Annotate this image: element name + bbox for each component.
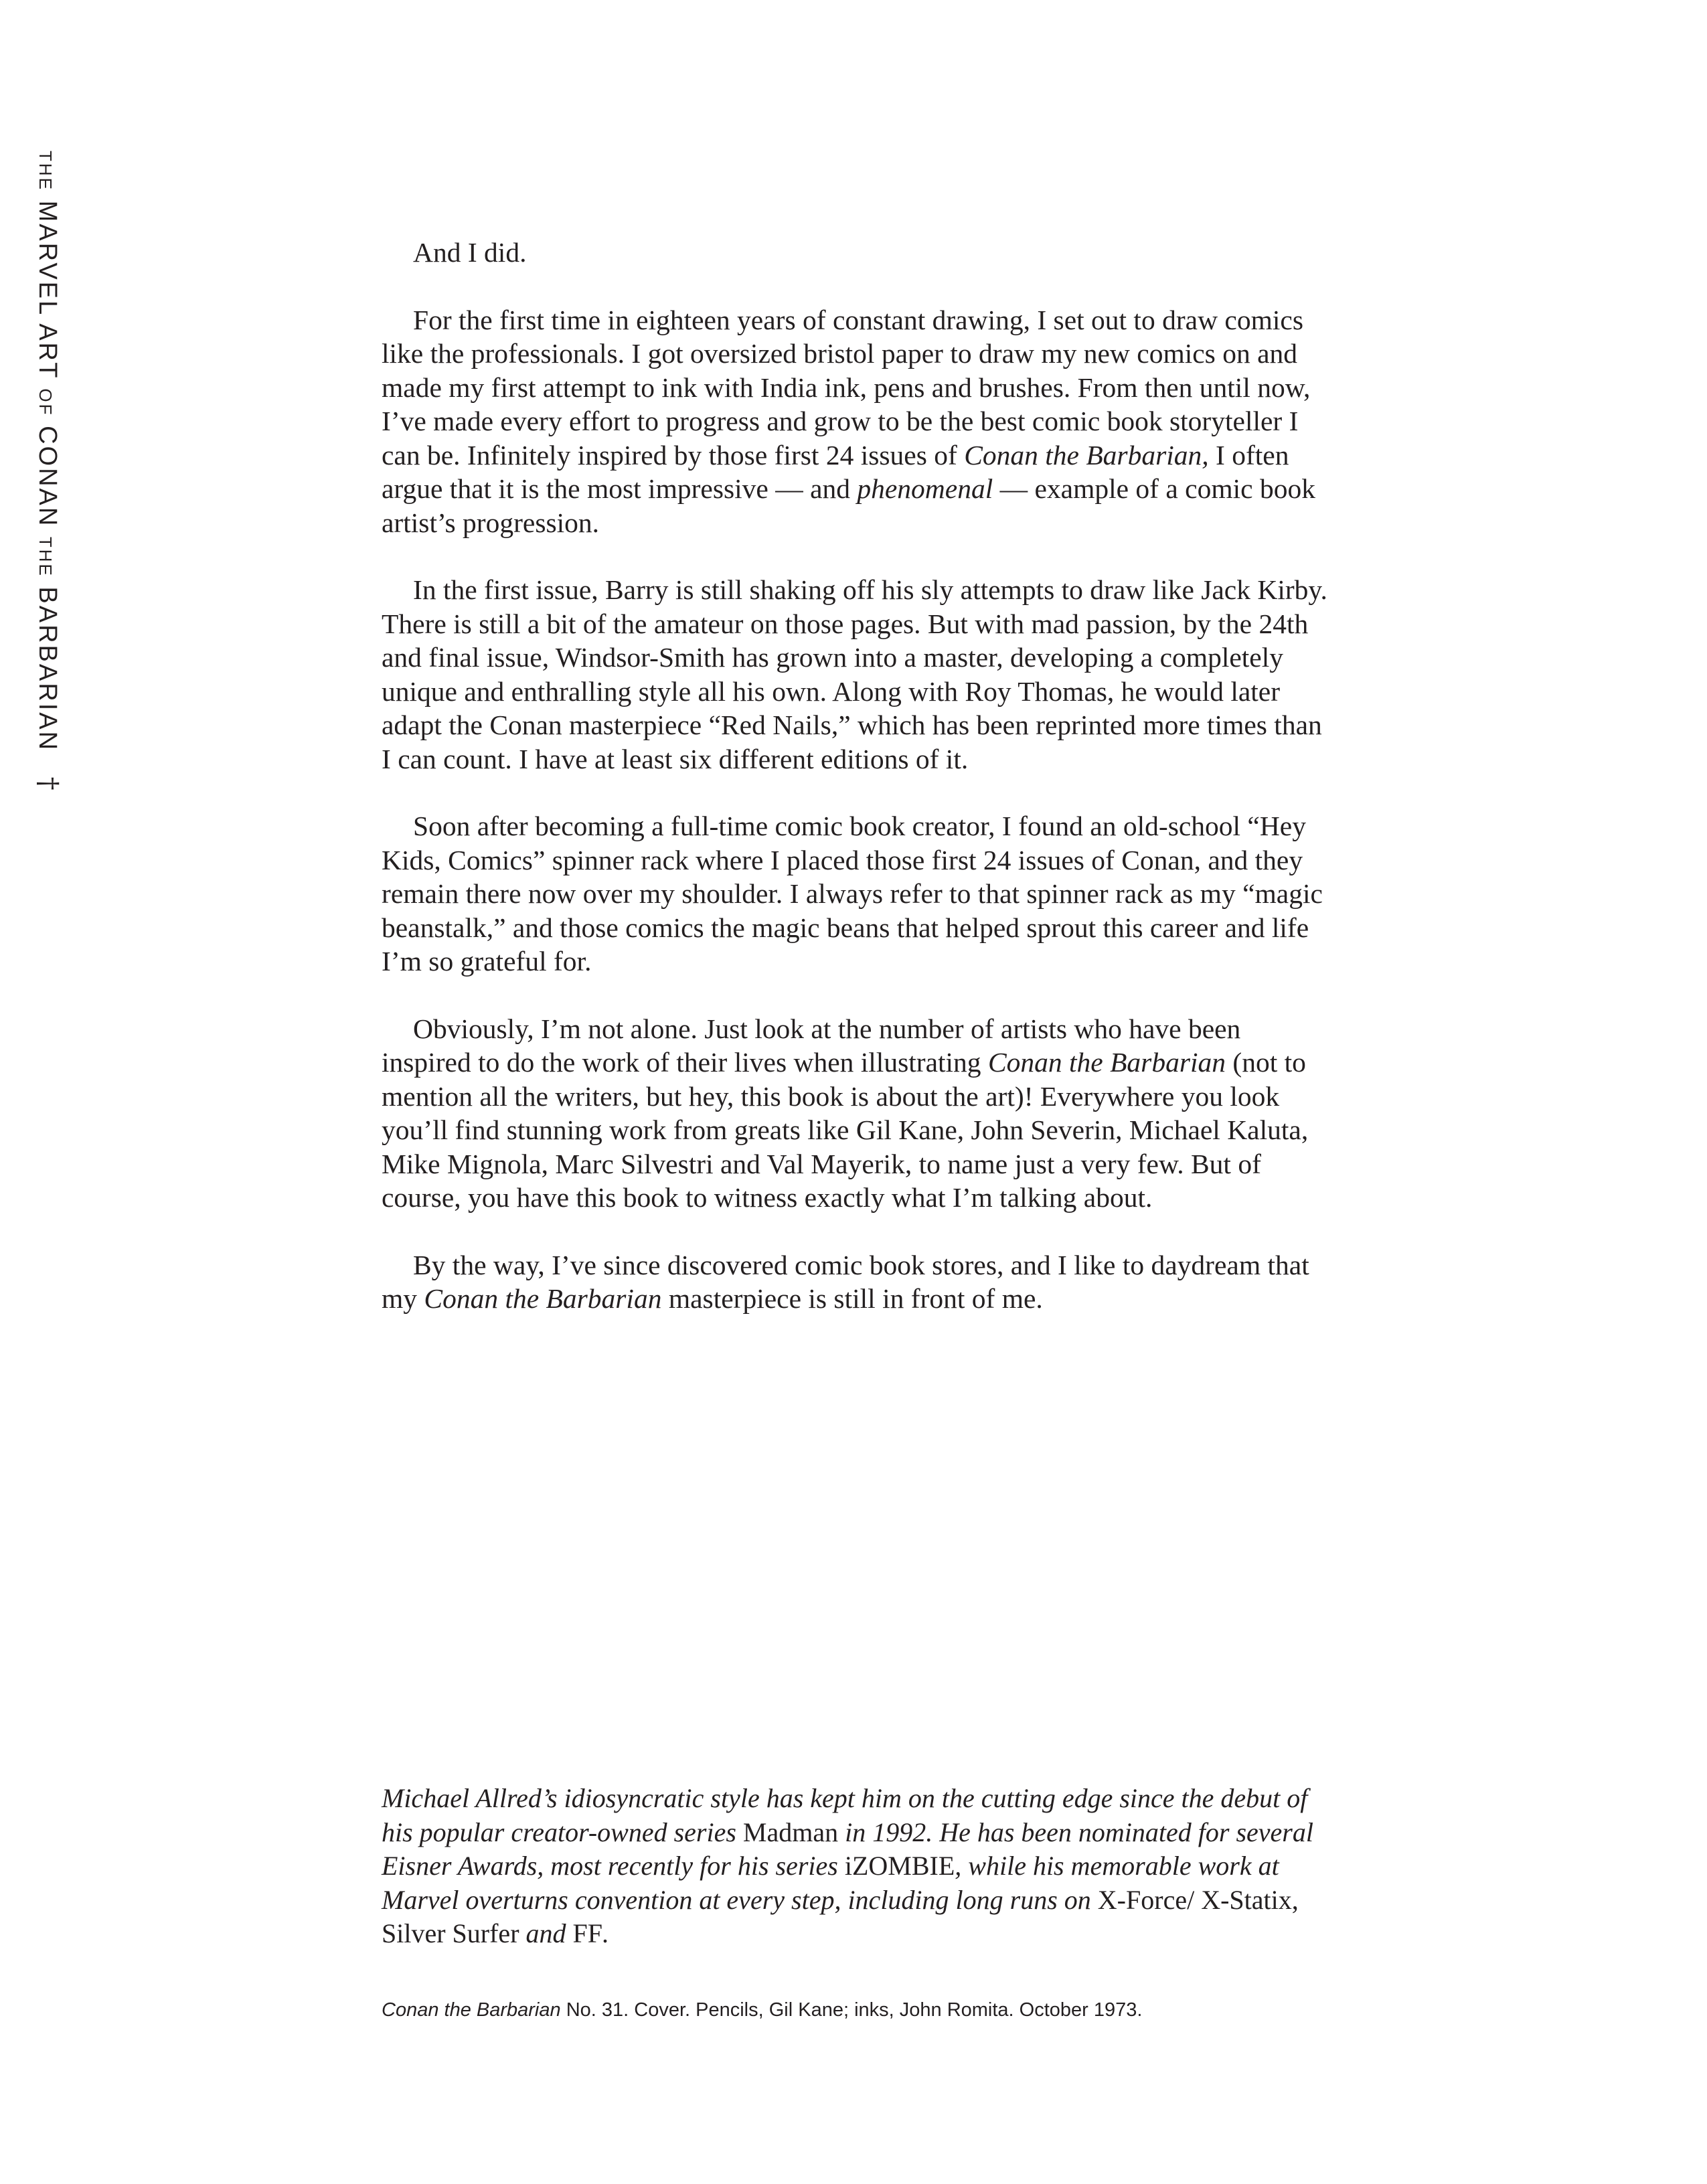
- running-head-of: OF: [35, 388, 56, 417]
- bio-text-a: Michael Allred’s idiosyncratic style has kept him on the cutting edge since the debut of his popular creator-owned series: [382, 1783, 1308, 1847]
- running-head: [28, 151, 68, 792]
- bio-series-madman: Madman: [742, 1817, 839, 1847]
- bio-text-g: and: [519, 1918, 573, 1948]
- caption-text: No. 31. Cover. Pencils, Gil Kane; inks, John Romita. October 1973.: [560, 1999, 1143, 2021]
- bio-series-izombie: iZOMBIE: [844, 1851, 955, 1881]
- running-head-the-2: THE: [35, 536, 56, 578]
- paragraph-6-text-c: masterpiece is still in front of me.: [661, 1283, 1043, 1314]
- paragraph-2: [382, 303, 1332, 540]
- running-head-the: THE: [35, 151, 56, 191]
- bio-text-c: in 1992. He has been nominated for several Eisner Awards, most recently for his series: [382, 1817, 1313, 1881]
- dagger-icon: †: [33, 776, 64, 792]
- paragraph-2-title: Conan the Barbarian,: [964, 439, 1209, 471]
- paragraph-5-text-a: Obviously, I’m not alone. Just look at the number of artists who have been inspired to do the work of their lives when illustrating: [382, 1013, 1241, 1078]
- author-bio: [382, 1782, 1332, 1951]
- caption-title: Conan the Barbarian: [382, 1999, 561, 2021]
- paragraph-5-title: Conan the Barbarian: [987, 1047, 1226, 1078]
- bio-series-ff: FF: [572, 1918, 603, 1948]
- running-head-marvel-art: MARVEL ART: [33, 200, 62, 380]
- paragraph-2-text-a: For the first time in eighteen years of constant drawing, I set out to draw comics like the professionals. I got oversized bristol paper to draw my new comics on and made my first attempt to ink with India ink, pens and brushes. From then until now, I’ve made every effort to progress and grow to be the best comic book storyteller I can be. Infinitely inspired by those first 24 issues of: [382, 304, 1311, 471]
- image-caption: [382, 1998, 1185, 2023]
- bio-text-e: , while his memorable work at Marvel overturns convention at every step, including long runs on: [382, 1851, 1279, 1915]
- paragraph-5: [382, 1012, 1332, 1215]
- paragraph-6-text-a: By the way, I’ve since discovered comic book stores, and I like to daydream that my: [382, 1249, 1309, 1314]
- running-head-barbarian: BARBARIAN: [33, 586, 62, 752]
- paragraph-5-text-c: (not to mention all the writers, but hey, this book is about the art)! Everywhere you look you’ll find stunning work from greats like Gil Kane, John Severin, Michael Kaluta, Mike Mignola, Marc Silvestri and Val Mayerik, to name just a very few. But of course, you have this book to witness exactly what I’m talking about.: [382, 1047, 1309, 1213]
- paragraph-2-text-c: I often argue that it is the most impressive — and: [382, 439, 1289, 504]
- paragraph-2-emphasis: phenomenal: [857, 473, 993, 504]
- paragraph-1: And I did.: [413, 237, 527, 268]
- paragraph-6-title: Conan the Barbarian: [424, 1283, 662, 1314]
- paragraph-6: [382, 1248, 1332, 1316]
- bio-text-i: .: [602, 1918, 610, 1948]
- bio-series-xforce: X-Force/ X-Statix, Silver Surfer: [382, 1884, 1299, 1948]
- paragraph-2-text-e: — example of a comic book artist’s progression.: [382, 473, 1315, 538]
- paragraph-4: Soon after becoming a full-time comic book creator, I found an old-school “Hey Kids, Comics” spinner rack where I placed those first 24 issues of Conan, and they remain there now over my shoulder. I always refer to that spinner rack as my “magic beanstalk,” and those comics the magic beans that helped sprout this career and life I’m so grateful for.: [382, 811, 1323, 977]
- body-text: [382, 236, 1332, 1349]
- running-head-conan: CONAN: [33, 426, 62, 528]
- paragraph-3: In the first issue, Barry is still shaking off his sly attempts to draw like Jack Kirby. There is still a bit of the amateur on those pages. But with mad passion, by the 24th and final issue, Windsor-Smith has grown into a master, developing a completely unique and enthralling style all his own. Along with Roy Thomas, he would later adapt the Conan masterpiece “Red Nails,” which has been reprinted more times than I can count. I have at least six different editions of it.: [382, 574, 1327, 774]
